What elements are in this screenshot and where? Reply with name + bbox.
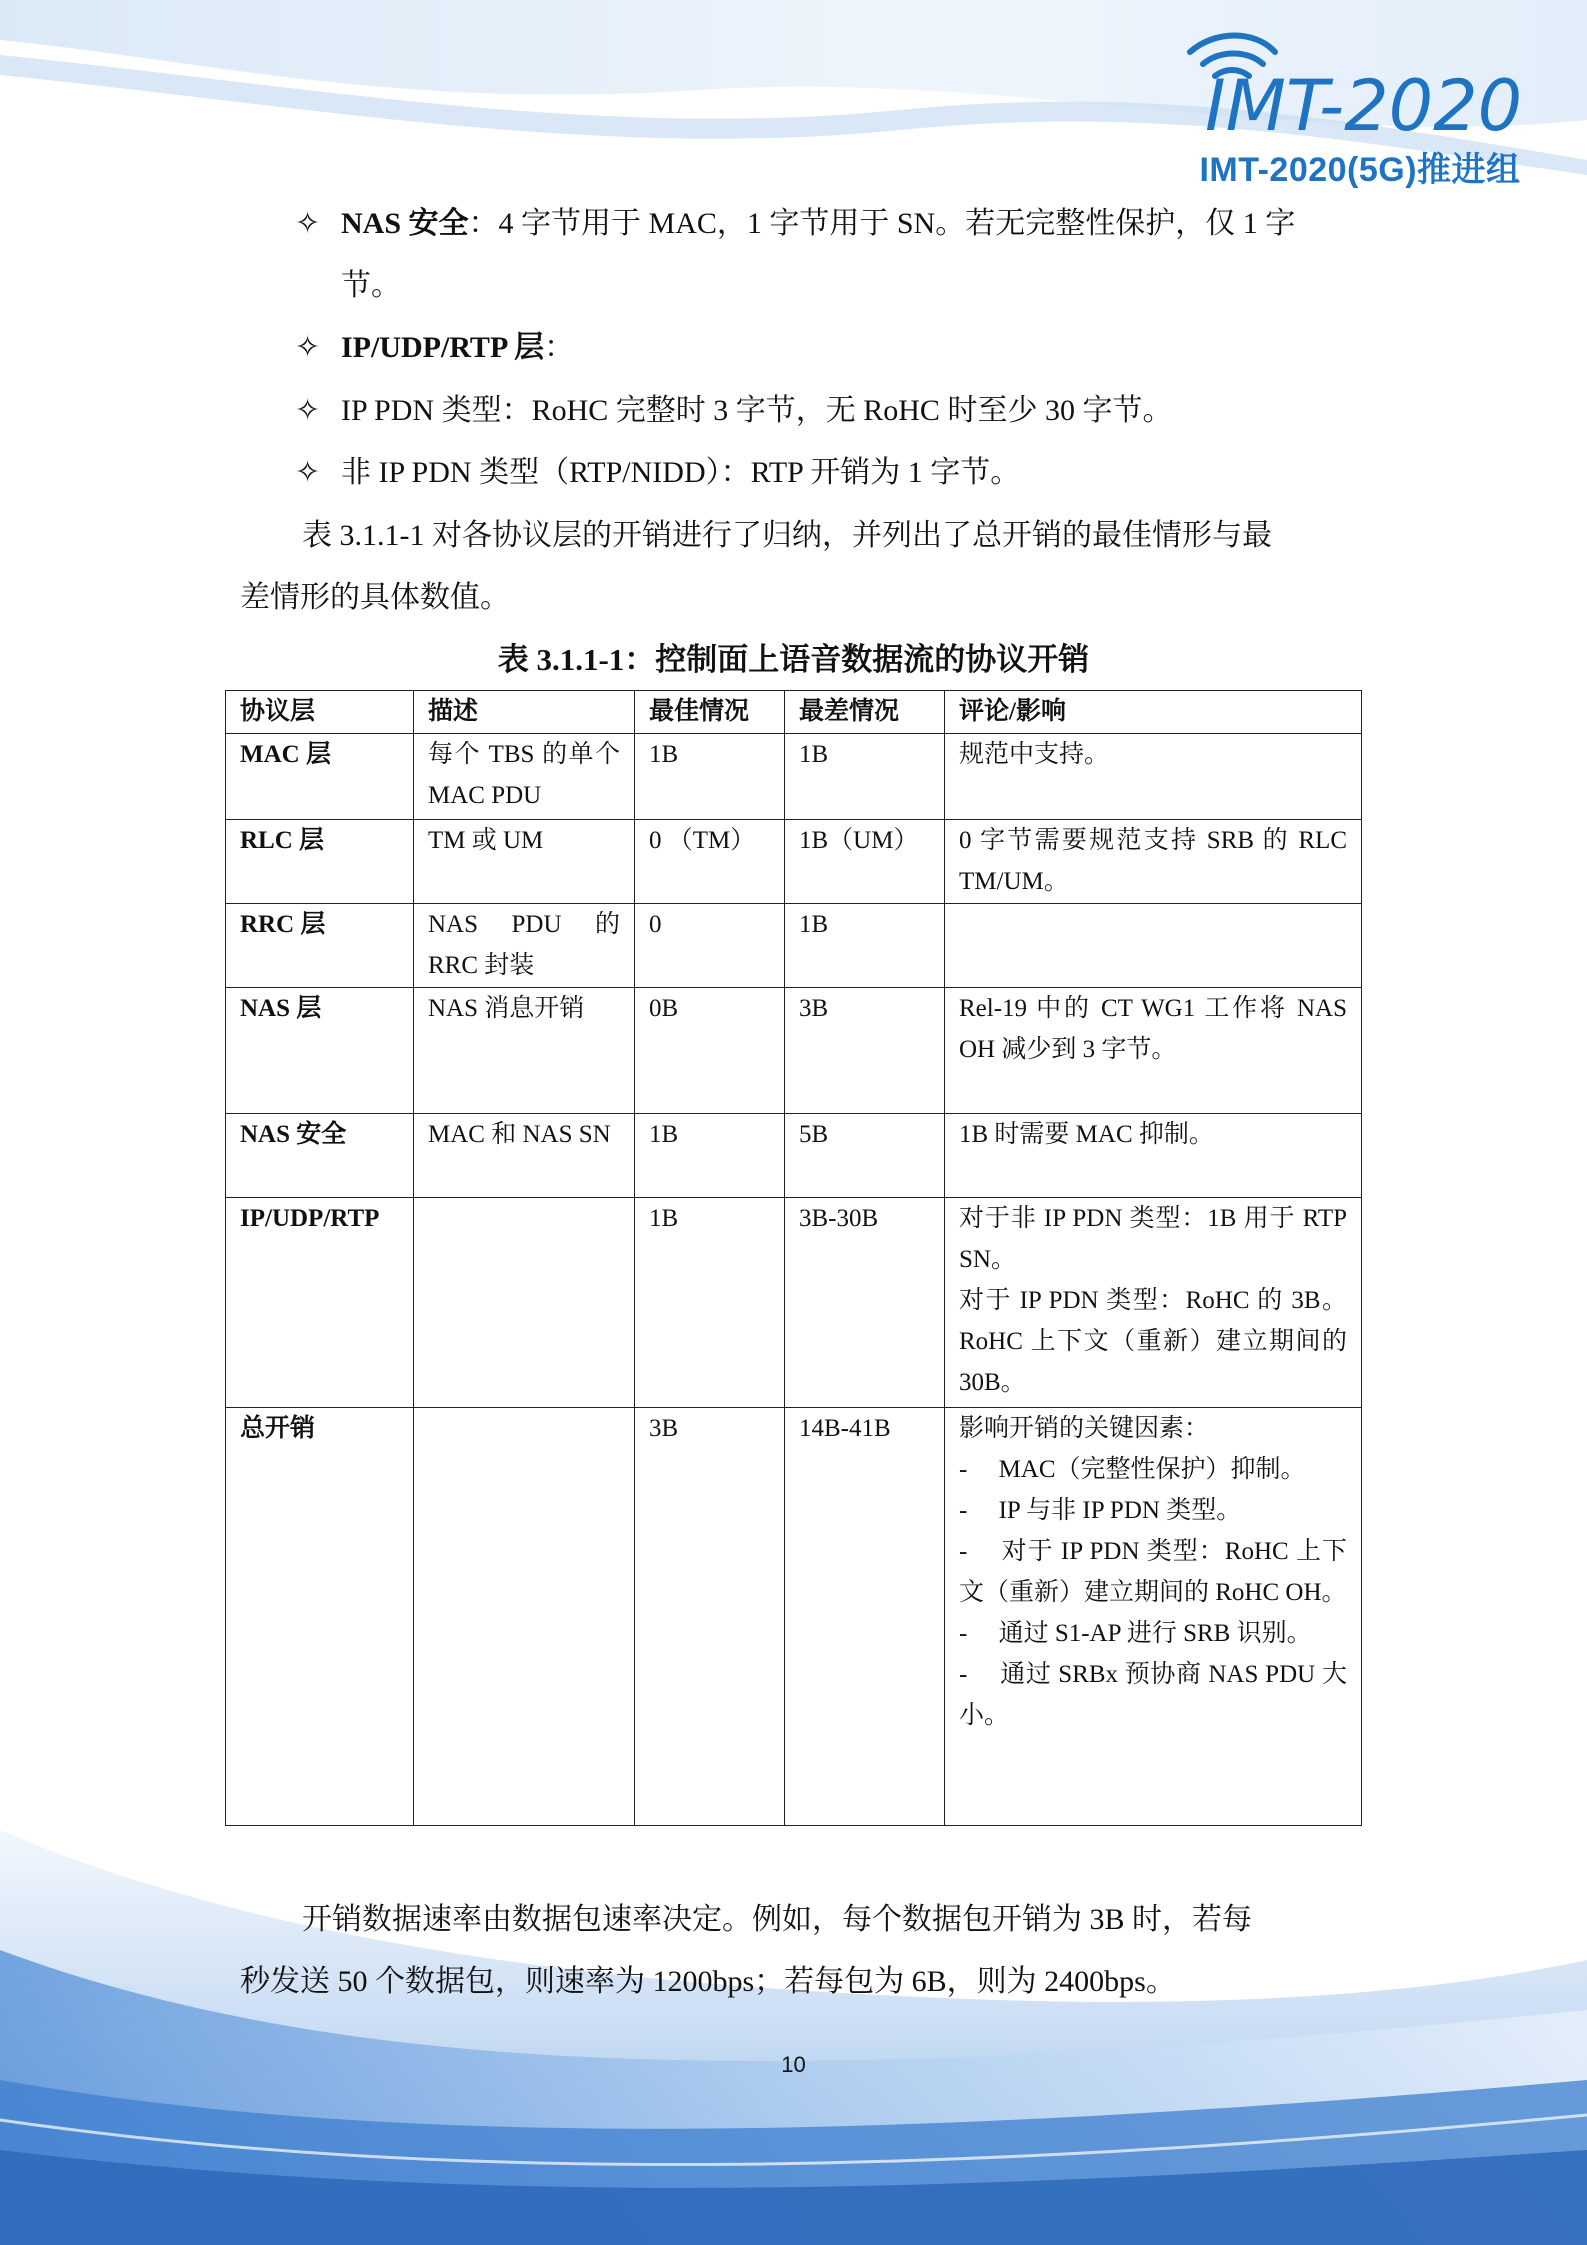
cell-desc [414,1198,635,1408]
logo-wordmark: IMT-2020 [1205,65,1523,147]
header-description: 描述 [414,691,635,734]
cell-layer: RLC 层 [226,820,414,904]
cell-desc: TM 或 UM [414,820,635,904]
overhead-table [225,690,1362,1826]
cell-comment [945,1198,1362,1408]
bullet-bold: IP/UDP/RTP 层 [341,331,545,364]
logo-subtitle: IMT-2020(5G)推进组 [1199,151,1521,189]
comment-line: - 对于 IP PDN 类型：RoHC 上下文（重新）建立期间的 RoHC OH。 [959,1538,1347,1606]
cell-comment [945,904,1362,988]
comment-line: Rel-19 中的 CT WG1 工作将 NAS OH 减少到 3 字节。 [959,995,1347,1063]
comment-line: - 通过 S1-AP 进行 SRB 识别。 [959,1620,1312,1647]
cell-comment [945,1408,1362,1826]
header-best-case: 最佳情况 [635,691,785,734]
header-layer: 协议层 [226,691,414,734]
cell-worst: 1B [785,734,945,820]
cell-comment [945,1114,1362,1198]
header-comment: 评论/影响 [945,691,1362,734]
comment-line: 对于 IP PDN 类型：RoHC 的 3B。RoHC 上下文（重新）建立期间的 30B。 [959,1287,1347,1396]
comment-line: 0 字节需要规范支持 SRB 的 RLC TM/UM。 [959,827,1347,895]
cell-worst: 1B [785,904,945,988]
bullet-mark-icon: ✧ [295,207,321,240]
bullet-bold: NAS 安全 [341,207,469,240]
comment-line: - 通过 SRBx 预协商 NAS PDU 大小。 [959,1661,1347,1729]
comment-line: - MAC（完整性保护）抑制。 [959,1456,1306,1483]
comment-line: - IP 与非 IP PDN 类型。 [959,1497,1242,1524]
cell-layer: MAC 层 [226,734,414,820]
cell-layer: IP/UDP/RTP [226,1198,414,1408]
cell-desc [414,1408,635,1826]
cell-desc: MAC 和 NAS SN [414,1114,635,1198]
comment-line: 1B 时需要 MAC 抑制。 [959,1121,1214,1148]
bullet-text: ： [544,331,575,364]
bullet-non-ip-pdn [295,453,1020,493]
bullet-text: 非 IP PDN 类型（RTP/NIDD）：RTP 开销为 1 字节。 [341,456,1021,489]
intro-line-1: 表 3.1.1-1 对各协议层的开销进行了归纳，并列出了总开销的最佳情形与最 [302,519,1272,552]
table-row [226,734,1362,820]
header-worst-case: 最差情况 [785,691,945,734]
cell-desc: NAS PDU 的 RRC 封装 [414,904,635,988]
cell-comment [945,820,1362,904]
comment-line: 对于非 IP PDN 类型：1B 用于 RTP SN。 [959,1205,1347,1273]
outro-line-1: 开销数据速率由数据包速率决定。例如，每个数据包开销为 3B 时，若每 [302,1903,1253,1936]
table-caption: 表 3.1.1-1：控制面上语音数据流的协议开销 [497,642,1090,677]
table-header-row [226,691,1362,734]
table-row [226,904,1362,988]
cell-best: 1B [635,734,785,820]
cell-worst: 3B-30B [785,1198,945,1408]
cell-desc: 每个 TBS 的单个 MAC PDU [414,734,635,820]
table-row [226,1198,1362,1408]
table-row [226,1114,1362,1198]
bullet-mark-icon: ✧ [295,331,321,364]
bullet-mark-icon: ✧ [295,394,321,427]
cell-worst: 5B [785,1114,945,1198]
cell-comment [945,734,1362,820]
bullet-ip-pdn [295,391,1172,431]
outro-line-2: 秒发送 50 个数据包，则速率为 1200bps；若每包为 6B，则为 2400bps。 [240,1965,1176,1998]
cell-best: 0B [635,988,785,1114]
cell-layer: NAS 层 [226,988,414,1114]
cell-best: 3B [635,1408,785,1826]
bullet-nas-security [295,204,1295,244]
cell-comment [945,988,1362,1114]
comment-line: 影响开销的关键因素： [959,1415,1210,1442]
table-row [226,988,1362,1114]
comment-line: 规范中支持。 [959,741,1110,768]
cell-layer: 总开销 [226,1408,414,1826]
cell-best: 1B [635,1114,785,1198]
page-number: 10 [781,2052,806,2077]
cell-worst: 1B（UM） [785,820,945,904]
table-row [226,1408,1362,1826]
cell-best: 0 （TM） [635,820,785,904]
cell-desc: NAS 消息开销 [414,988,635,1114]
cell-layer: RRC 层 [226,904,414,988]
bullet-ip-udp-rtp [295,328,574,368]
cell-best: 0 [635,904,785,988]
cell-layer: NAS 安全 [226,1114,414,1198]
cell-worst: 3B [785,988,945,1114]
bullet-text: IP PDN 类型：RoHC 完整时 3 字节，无 RoHC 时至少 30 字节。 [341,394,1173,427]
bullet-continuation: 节。 [341,269,401,302]
table-row [226,820,1362,904]
bullet-text: ：4 字节用于 MAC，1 字节用于 SN。若无完整性保护，仅 1 字 [468,207,1296,240]
cell-worst: 14B-41B [785,1408,945,1826]
intro-line-2: 差情形的具体数值。 [240,581,510,614]
bullet-mark-icon: ✧ [295,456,321,489]
cell-best: 1B [635,1198,785,1408]
